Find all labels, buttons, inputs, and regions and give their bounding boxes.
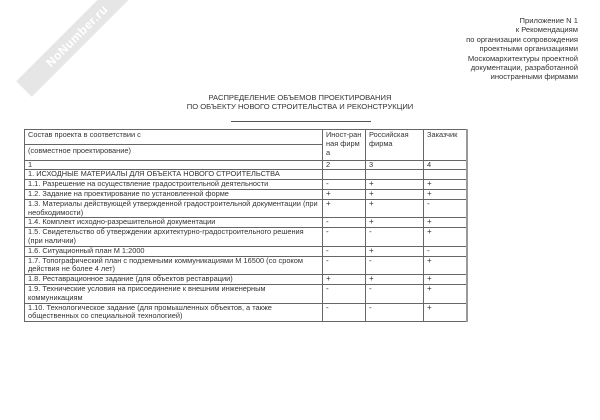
appendix-line: документации, разработанной [470,63,578,73]
column-number: 2 [323,160,366,170]
customer-mark: + [424,218,468,228]
russian-firm-mark: - [366,228,424,247]
appendix-line: проектными организациями [479,44,578,54]
customer-mark: - [424,199,468,218]
russian-firm-mark: + [366,218,424,228]
russian-firm-mark: - [366,284,424,303]
foreign-firm-mark: + [323,199,366,218]
foreign-firm-mark: + [323,275,366,285]
foreign-firm-mark: - [323,303,366,322]
russian-firm-mark: + [366,199,424,218]
russian-firm-mark: + [366,180,424,190]
appendix-line: Приложение N 1 [519,16,578,25]
customer-mark: + [424,256,468,275]
header-russian-firm-label: Российская фирма [369,130,409,148]
appendix-line: к Рекомендациям [515,25,578,35]
header-composition-line2: (совместное проектирование) [28,145,131,155]
watermark: NoNumber.ru [16,0,138,97]
header-composition-line1: Состав проекта в соответствии с [25,130,322,145]
distribution-table [24,129,468,322]
table-row [25,228,468,247]
customer-mark: + [424,180,468,190]
header-customer: Заказчик [424,130,468,161]
row-description: 1.3. Материалы действующей утвержденной градостроительной документации (при необходимости) [25,199,323,218]
customer-mark: + [424,228,468,247]
title-underline [231,121,371,122]
customer-mark: + [424,275,468,285]
russian-firm-mark: + [366,189,424,199]
foreign-firm-mark: - [323,284,366,303]
empty-cell [366,170,424,180]
row-description: 1.2. Задание на проектирование по установленной форме [25,189,323,199]
appendix-line: по организации сопровождения [466,34,578,44]
russian-firm-mark: - [366,256,424,275]
column-number: 1 [25,160,323,170]
foreign-firm-mark: - [323,218,366,228]
section-title: 1. ИСХОДНЫЕ МАТЕРИАЛЫ ДЛЯ ОБЪЕКТА НОВОГО СТРОИТЕЛЬСТВА [25,170,323,180]
russian-firm-mark: + [366,275,424,285]
row-description: 1.8. Реставрационное задание (для объектов реставрации) [25,275,323,285]
foreign-firm-mark: - [323,246,366,256]
row-description: 1.7. Топографический план с подземными коммуникациями М 16500 (со сроком действия не более 4 лет) [25,256,323,275]
table-row [25,256,468,275]
customer-mark: + [424,303,468,322]
customer-mark: + [424,284,468,303]
foreign-firm-mark: - [323,228,366,247]
column-number: 3 [366,160,424,170]
table-row [25,246,468,256]
row-description: 1.10. Технологическое задание (для промышленных объектов, а также общественных со специальной технологией) [25,303,323,322]
title-line-2: ПО ОБЪЕКТУ НОВОГО СТРОИТЕЛЬСТВА И РЕКОНСТРУКЦИИ [186,102,414,112]
header-russian-firm [366,130,424,161]
foreign-firm-mark: - [323,256,366,275]
row-description: 1.9. Технические условия на присоединение к внешним инженерным коммуникациям [25,284,323,303]
russian-firm-mark: + [366,246,424,256]
appendix-line: Москомархитектуры проектной [467,53,578,63]
header-foreign-firm-label: Иност-ранная фирма [326,130,362,157]
appendix-note [466,16,578,82]
table-row [25,199,468,218]
table-row [25,275,468,285]
header-row [25,130,468,161]
table-row [25,303,468,322]
header-composition [25,130,323,161]
table-row [25,180,468,190]
row-description: 1.6. Ситуационный план М 1:2000 [25,246,323,256]
customer-mark: + [424,189,468,199]
russian-firm-mark: - [366,303,424,322]
document-title [0,93,600,112]
customer-mark: - [424,246,468,256]
header-foreign-firm [323,130,366,161]
table-row [25,189,468,199]
title-line-1: РАСПРЕДЕЛЕНИЕ ОБЪЕМОВ ПРОЕКТИРОВАНИЯ [208,93,392,102]
row-description: 1.4. Комплект исходно-разрешительной документации [25,218,323,228]
foreign-firm-mark: + [323,189,366,199]
foreign-firm-mark: - [323,180,366,190]
table-row [25,284,468,303]
column-number: 4 [424,160,468,170]
row-description: 1.1. Разрешение на осуществление градостроительной деятельности [25,180,323,190]
appendix-line: иностранными фирмами [490,72,578,82]
row-description: 1.5. Свидетельство об утверждении архитектурно-градостроительного решения (при наличии) [25,228,323,247]
